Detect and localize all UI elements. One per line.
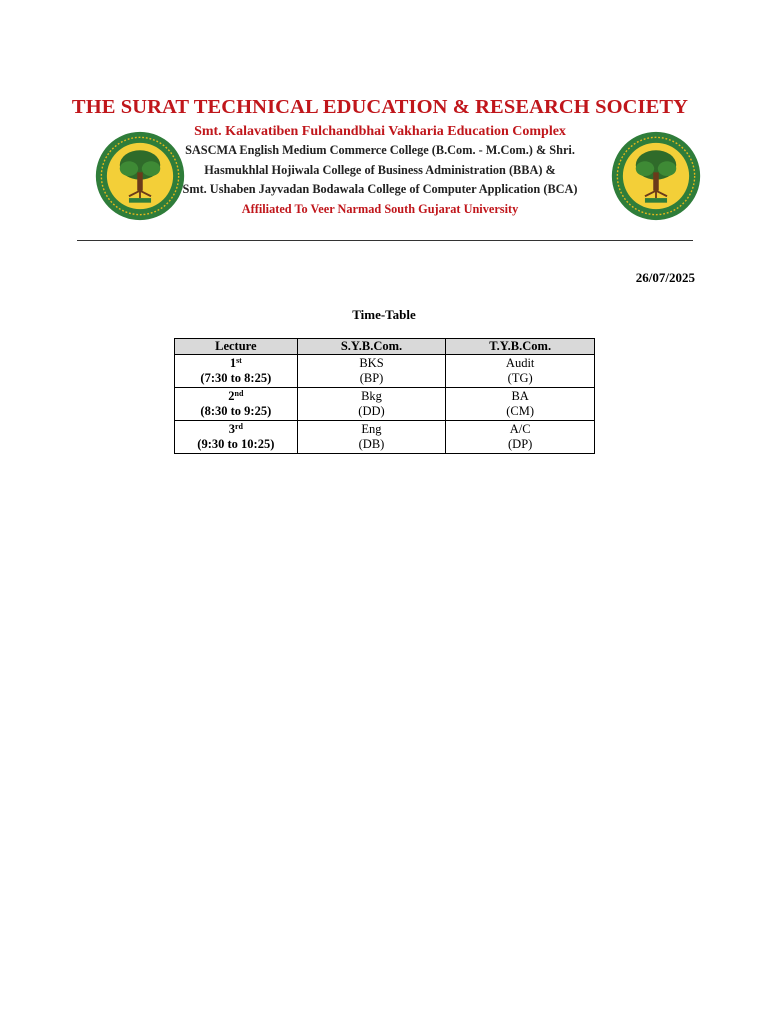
table-row — [175, 421, 595, 454]
letterhead — [70, 95, 690, 219]
subject: A/C — [509, 422, 531, 436]
lecture-ordinal: nd — [234, 389, 244, 398]
college-line-3: Smt. Ushaben Jayvadan Bodawala College of Computer Application (BCA) — [182, 182, 578, 196]
lecture-number: 2 — [228, 389, 235, 403]
college-line-2: Hasmukhlal Hojiwala College of Business Administration (BBA) & — [204, 162, 556, 177]
faculty: (TG) — [507, 371, 533, 385]
lecture-cell — [175, 355, 298, 388]
ty-cell — [446, 355, 595, 388]
table-row — [175, 355, 595, 388]
college-line-1: SASCMA English Medium Commerce College (B.Com. - M.Com.) & Shri. — [185, 143, 575, 157]
lecture-cell — [175, 421, 298, 454]
society-name: THE SURAT TECHNICAL EDUCATION & RESEARCH SOCIETY — [71, 96, 689, 118]
subject: Eng — [361, 422, 382, 436]
column-header-ty: T.Y.B.Com. — [446, 339, 595, 355]
ty-cell — [446, 388, 595, 421]
faculty: (DD) — [358, 404, 385, 418]
column-header-lecture: Lecture — [175, 339, 298, 355]
faculty: (BP) — [359, 371, 384, 385]
document-date: 26/07/2025 — [635, 270, 695, 285]
column-header-sy: S.Y.B.Com. — [297, 339, 446, 355]
sy-cell — [297, 421, 446, 454]
timetable-title: Time-Table — [352, 307, 416, 322]
lecture-time: (9:30 to 10:25) — [197, 437, 275, 451]
faculty: (DP) — [508, 437, 533, 451]
lecture-ordinal: rd — [234, 422, 243, 431]
header-divider — [77, 240, 693, 241]
lecture-cell — [175, 388, 298, 421]
table-row — [175, 388, 595, 421]
lecture-ordinal: st — [236, 356, 242, 365]
sy-cell — [297, 355, 446, 388]
table-header-row — [175, 339, 595, 355]
subject: BA — [511, 389, 529, 403]
faculty: (DB) — [358, 437, 385, 451]
sy-cell — [297, 388, 446, 421]
subject: BKS — [359, 356, 384, 370]
subject: Audit — [505, 356, 535, 370]
affiliation: Affiliated To Veer Narmad South Gujarat University — [241, 201, 519, 216]
complex-name: Smt. Kalavatiben Fulchandbhai Vakharia Education Complex — [194, 124, 566, 139]
subject: Bkg — [361, 389, 382, 403]
lecture-time: (8:30 to 9:25) — [200, 404, 272, 418]
lecture-number: 3 — [228, 422, 235, 436]
timetable — [174, 338, 595, 454]
ty-cell — [446, 421, 595, 454]
lecture-time: (7:30 to 8:25) — [200, 371, 272, 385]
lecture-number: 1 — [229, 356, 237, 370]
faculty: (CM) — [506, 404, 535, 418]
